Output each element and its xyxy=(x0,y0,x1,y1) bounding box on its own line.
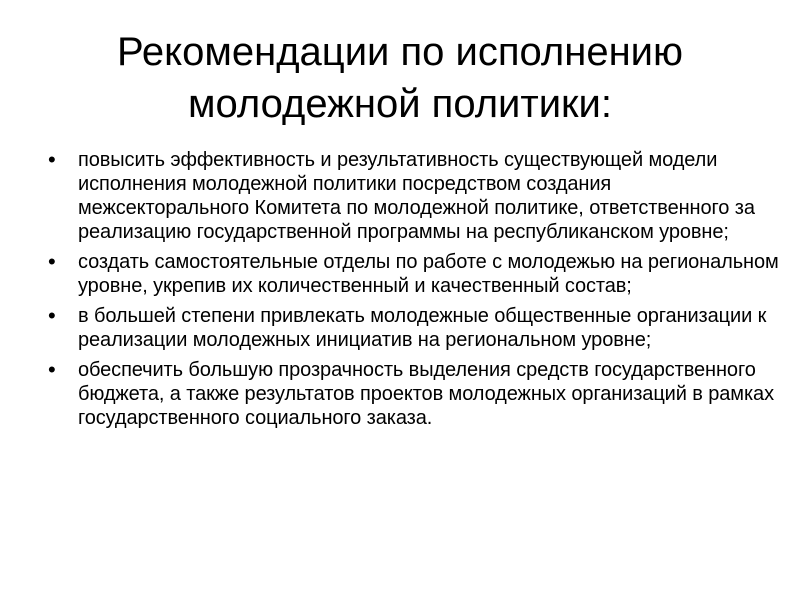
slide-title xyxy=(60,26,740,130)
bullet-icon: • xyxy=(48,357,56,382)
bullet-icon: • xyxy=(48,147,56,172)
bullet-text: обеспечить большую прозрачность выделения средств государственного бюджета, а также результатов проектов молодежных организаций в рамках государственного социального заказа. xyxy=(78,359,774,429)
bullet-icon: • xyxy=(48,303,56,328)
bullet-item xyxy=(44,148,784,244)
bullet-item xyxy=(44,304,784,352)
bullet-list xyxy=(44,148,784,436)
bullet-text: повысить эффективность и результативность существующей модели исполнения молодежной политики посредством создания межсекторального Комитета по молодежной политике, ответственного за реализацию государственной программы на республиканском уровне; xyxy=(78,149,755,243)
bullet-text: в большей степени привлекать молодежные общественные организации к реализации молодежных инициатив на региональном уровне; xyxy=(78,305,767,351)
slide-title-line-1: Рекомендации по исполнению xyxy=(117,30,683,74)
bullet-text: создать самостоятельные отделы по работе с молодежью на региональном уровне, укрепив их количественный и качественный состав; xyxy=(78,251,779,297)
slide-title-line-2: молодежной политики: xyxy=(187,82,613,126)
bullet-icon: • xyxy=(48,249,56,274)
bullet-item xyxy=(44,358,784,430)
bullet-item xyxy=(44,250,784,298)
